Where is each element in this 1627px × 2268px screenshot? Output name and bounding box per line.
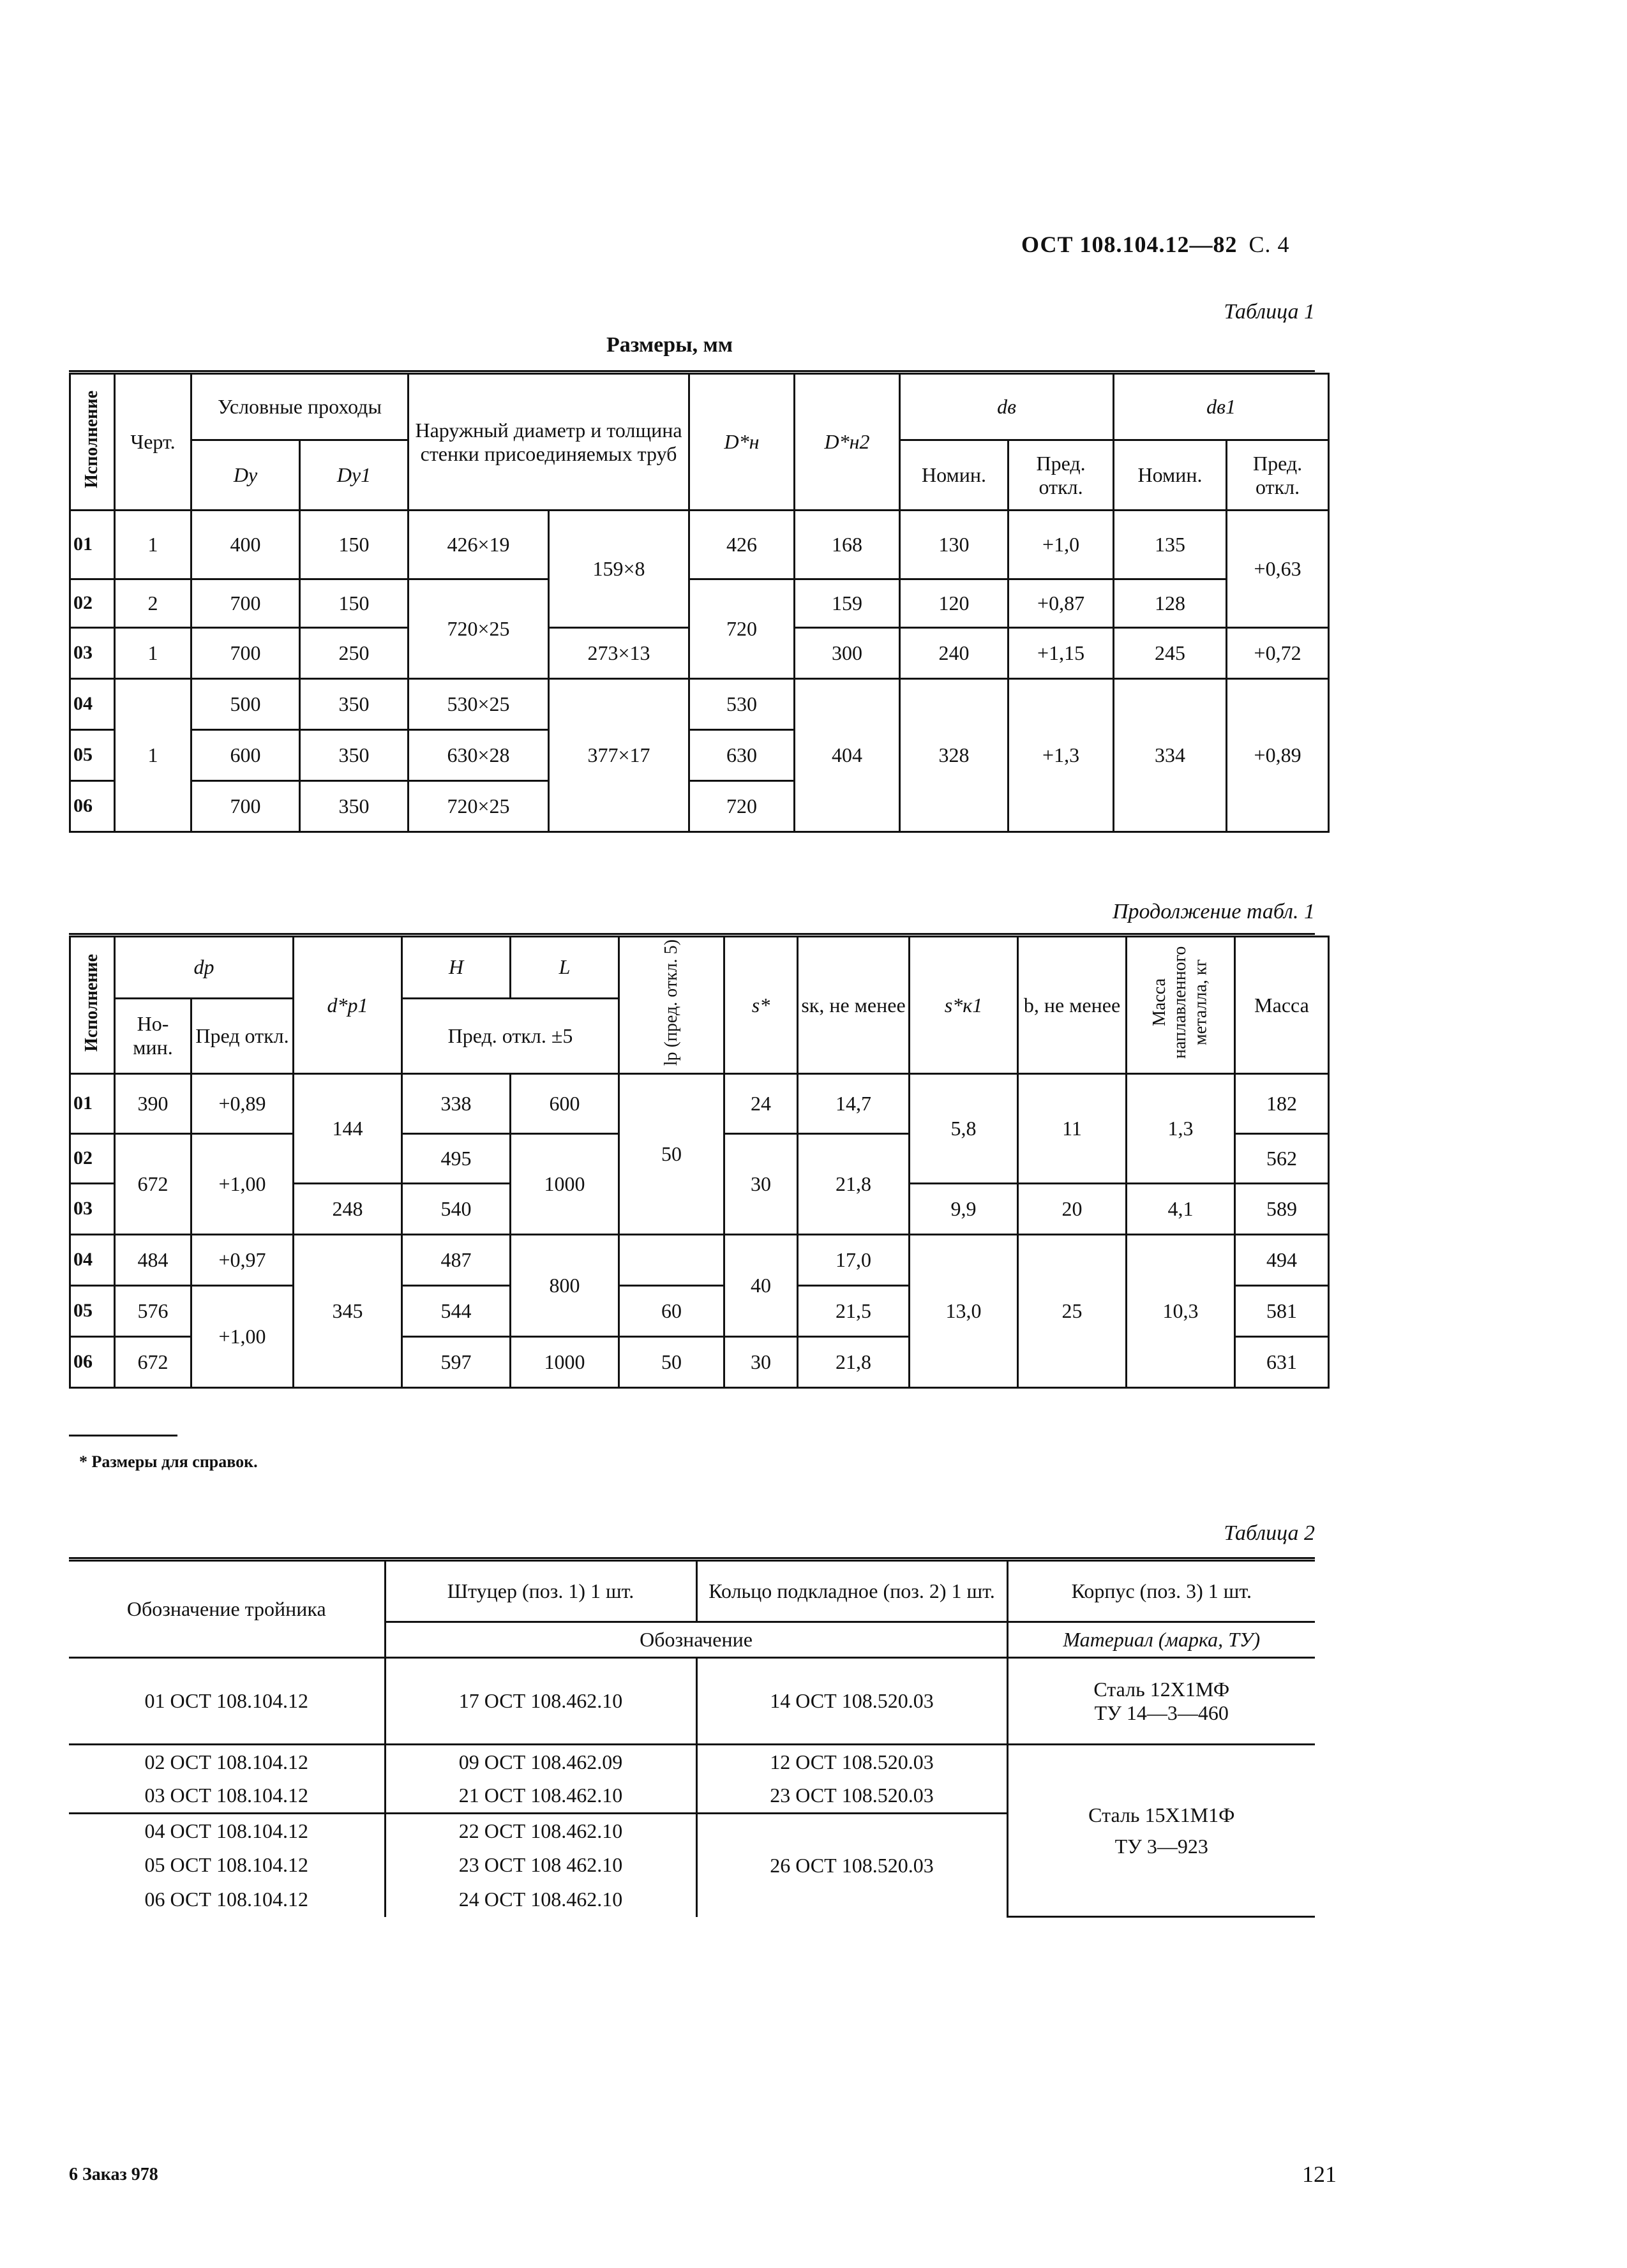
col-sk: sк, не менее: [798, 937, 910, 1074]
table-row: 02 2 700 150 720×25 720 159 120 +0,87 128: [70, 579, 1329, 628]
page-number: 121: [1302, 2161, 1337, 2187]
col-lp: lр (пред. откл. 5): [619, 937, 724, 1074]
col-dv-nom: Номин.: [900, 440, 1008, 511]
table-row: 05 576 +1,00 544 60 21,5 581: [70, 1285, 1329, 1336]
col-uslovnye: Условные проходы: [191, 374, 409, 440]
table1-cont: [69, 936, 1330, 1389]
col-s: s*: [724, 937, 798, 1074]
table-row: 02 672 +1,00 495 1000 30 21,8 562: [70, 1133, 1329, 1183]
col-b: b, не менее: [1018, 937, 1127, 1074]
col-ispolnenie: Исполнение: [70, 374, 115, 511]
table2-top-rule: [69, 1557, 1315, 1559]
col-dv1-pred: Пред. откл.: [1227, 440, 1329, 511]
table-row: 01 ОСТ 108.104.12 17 ОСТ 108.462.10 14 ОСТ 108.520.03 Сталь 12Х1МФ ТУ 14—3—460: [69, 1658, 1315, 1745]
col-l: L: [511, 937, 619, 999]
document-header: [1021, 231, 1289, 258]
table-row: 02 ОСТ 108.104.12 09 ОСТ 108.462.09 12 ОСТ 108.520.03 Сталь 15Х1М1Ф ТУ 3—923: [69, 1745, 1315, 1779]
table1: [69, 373, 1330, 833]
table-row: 03 ОСТ 108.104.12 21 ОСТ 108.462.10 23 ОСТ 108.520.03: [69, 1779, 1315, 1814]
col-naruzh: Наружный диаметр и толщина стенки присоединяемых труб: [409, 374, 689, 511]
col-massa: Масса: [1235, 937, 1329, 1074]
table-row: 06 ОСТ 108.104.12 24 ОСТ 108.462.10: [69, 1883, 1315, 1917]
table-row: 03 248 540 9,9 20 4,1 589: [70, 1183, 1329, 1234]
table-row: 04 1 500 350 530×25 377×17 530 404 328 +1,3 334 +0,89: [70, 679, 1329, 730]
col-dp-pred: Пред откл.: [191, 998, 294, 1073]
table2-caption: Таблица 2: [1224, 1521, 1315, 1545]
table-row: 04 ОСТ 108.104.12 22 ОСТ 108.462.10 26 ОСТ 108.520.03: [69, 1814, 1315, 1848]
col-dn2: D*н2: [795, 374, 900, 511]
col-dp1: d*р1: [294, 937, 402, 1074]
table1-caption: Таблица 1: [1224, 300, 1315, 324]
page-ref: С. 4: [1248, 232, 1290, 257]
col-shtucer: Штуцер (поз. 1) 1 шт.: [385, 1561, 696, 1622]
table-row: 06 700 350 720×25 720: [70, 781, 1329, 832]
order-number: 6 Заказ 978: [69, 2165, 158, 2184]
table-row: 04 484 +0,97 345 487 800 40 17,0 13,0 25 10,3 494: [70, 1234, 1329, 1285]
col-kolco: Кольцо подкладное (поз. 2) 1 шт.: [696, 1561, 1007, 1622]
doc-code: ОСТ 108.104.12—82: [1021, 232, 1238, 257]
table1-title: Размеры, мм: [606, 333, 733, 357]
col-chert: Черт.: [115, 374, 191, 511]
col-dv1: dв1: [1114, 374, 1329, 440]
col-dv-pred: Пред. откл.: [1008, 440, 1114, 511]
table2: [69, 1560, 1315, 1918]
col-sk1: s*к1: [910, 937, 1018, 1074]
col-h: H: [402, 937, 511, 999]
col-dp: dр: [115, 937, 294, 999]
col-korpus: Корпус (поз. 3) 1 шт.: [1007, 1561, 1315, 1622]
col-dy: Dу: [191, 440, 300, 511]
table-row: 05 600 350 630×28 630: [70, 730, 1329, 781]
col-pred-otkl: Пред. откл. ±5: [402, 998, 619, 1073]
footnote: * Размеры для справок.: [79, 1452, 258, 1471]
col-oboz: Обозначение тройника: [69, 1561, 385, 1658]
table-row: 03 1 700 250 273×13 300 240 +1,15 245 +0,72: [70, 628, 1329, 679]
col-dv1-nom: Номин.: [1114, 440, 1227, 511]
table1-cont-caption: Продолжение табл. 1: [1112, 900, 1315, 923]
col-dn: D*н: [689, 374, 795, 511]
table-row: 05 ОСТ 108.104.12 23 ОСТ 108 462.10: [69, 1848, 1315, 1883]
col-dy1: Dу1: [300, 440, 409, 511]
col-dp-nom: Но-мин.: [115, 998, 191, 1073]
col-oboznachenie: Обозначение: [385, 1622, 1007, 1658]
table-row: 01 390 +0,89 144 338 600 50 24 14,7 5,8 11 1,3 182: [70, 1073, 1329, 1133]
table-row: 01 1 400 150 426×19 159×8 426 168 130 +1,0 135 +0,63: [70, 511, 1329, 579]
table-row: 06 672 597 1000 50 30 21,8 631: [70, 1336, 1329, 1387]
col-ispolnenie: Исполнение: [70, 937, 115, 1074]
footnote-rule: [69, 1435, 177, 1436]
col-massa-nap: Масса наплавленного металла, кг: [1127, 937, 1235, 1074]
col-dv: dв: [900, 374, 1114, 440]
col-material: Материал (марка, ТУ): [1007, 1622, 1315, 1658]
table1-cont-top-rule: [69, 933, 1315, 935]
table1-top-rule: [69, 370, 1315, 372]
